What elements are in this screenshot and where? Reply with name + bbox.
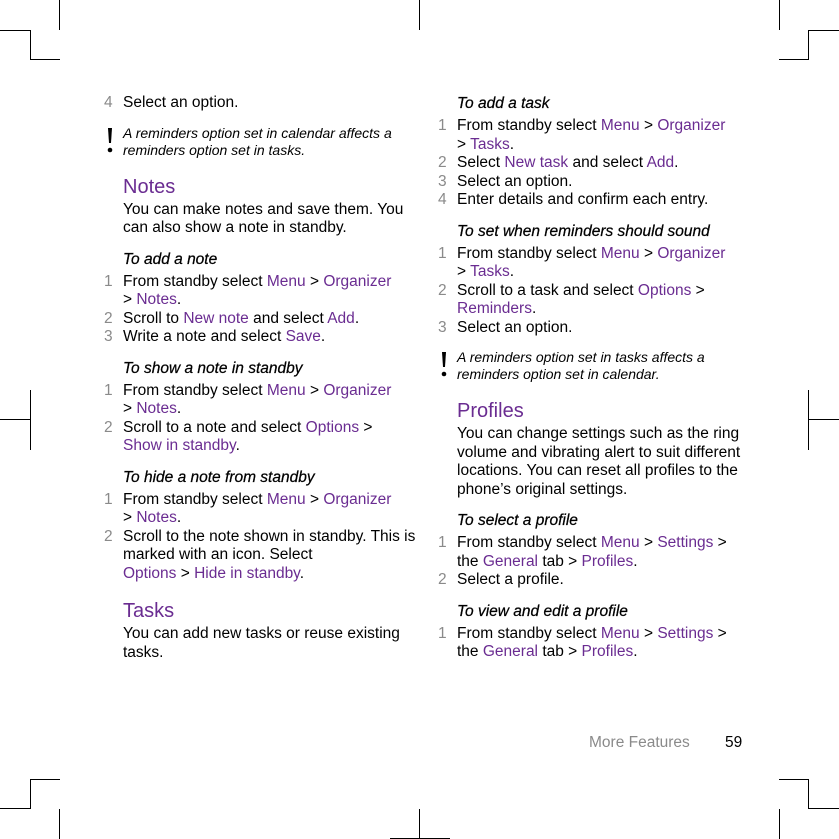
- organizer-link: Organizer: [323, 490, 392, 508]
- notes-link: Notes: [136, 400, 177, 417]
- add-task-step-4: 4 Enter details and confirm each entry.: [438, 191, 709, 208]
- add-task-step-1: 1 From standby select Menu > Organizer > Tasks.: [438, 117, 726, 153]
- exclamation-icon: [106, 127, 114, 155]
- show-note-heading: To show a note in standby: [123, 359, 303, 377]
- show-note-step-1: 1 From standby select Menu > Organizer > Notes.: [104, 381, 392, 417]
- settings-link: Settings: [657, 534, 714, 551]
- profiles-intro: You can change settings such as the ring volume and vibrating alert to suit different locations. You can reset all profiles to the phone’s original settings.: [457, 425, 741, 498]
- organizer-link: Organizer: [323, 381, 392, 399]
- select-profile-step-2: 2 Select a profile.: [438, 571, 564, 588]
- reminder-step-2: 2 Scroll to a task and select Options > Reminders.: [438, 281, 705, 317]
- organizer-link: Organizer: [657, 244, 726, 262]
- show-note-step-2: 2 Scroll to a note and select Options > Show in standby.: [104, 418, 373, 454]
- add-task-step-2: 2 Select New task and select Add.: [438, 154, 679, 171]
- options-link: Options: [637, 281, 692, 299]
- notes-intro: You can make notes and save them. You can also show a note in standby.: [123, 200, 404, 236]
- hide-note-heading: To hide a note from standby: [123, 468, 315, 486]
- hide-in-standby-link: Hide in standby: [194, 564, 300, 582]
- menu-link: Menu: [600, 117, 640, 134]
- add-note-step-2: 2 Scroll to New note and select Add.: [104, 309, 360, 327]
- tasks-link: Tasks: [470, 263, 510, 280]
- menu-link: Menu: [266, 381, 306, 399]
- options-link: Options: [305, 418, 360, 436]
- page-number: 59: [725, 734, 743, 751]
- exclamation-icon: [440, 351, 448, 379]
- reminder-step-1: 1 From standby select Menu > Organizer > Tasks.: [438, 244, 726, 280]
- reminders-link: Reminders: [457, 300, 532, 317]
- notes-link: Notes: [136, 291, 177, 308]
- settings-link: Settings: [657, 624, 714, 642]
- general-link: General: [482, 643, 539, 660]
- menu-link: Menu: [600, 534, 640, 551]
- step-select-option: 4 Select an option.: [104, 94, 239, 111]
- profiles-title: Profiles: [457, 400, 524, 422]
- edit-profile-step-1: 1 From standby select Menu > Settings > the General tab > Profiles.: [438, 624, 727, 660]
- profiles-link: Profiles: [581, 643, 634, 660]
- add-task-step-3: 3 Select an option.: [438, 172, 573, 190]
- select-profile-step-1: 1 From standby select Menu > Settings > the General tab > Profiles.: [438, 534, 727, 570]
- left-column: [104, 94, 416, 662]
- hide-note-step-1: 1 From standby select Menu > Organizer > Notes.: [104, 490, 392, 526]
- add-note-heading: To add a note: [123, 250, 218, 268]
- tasks-intro: You can add new tasks or reuse existing tasks.: [123, 625, 400, 661]
- organizer-link: Organizer: [323, 272, 392, 290]
- organizer-link: Organizer: [657, 117, 726, 134]
- menu-link: Menu: [600, 624, 640, 642]
- profiles-link: Profiles: [581, 552, 634, 570]
- show-in-standby-link: Show in standby: [123, 437, 236, 454]
- notes-link: Notes: [136, 509, 177, 526]
- reminder-heading: To set when reminders should sound: [457, 222, 710, 240]
- general-link: General: [482, 552, 539, 570]
- tasks-link: Tasks: [470, 135, 510, 153]
- select-profile-heading: To select a profile: [457, 512, 578, 529]
- hide-note-step-2: 2 Scroll to the note shown in standby. This is marked with an icon. Select Options > Hide in standby.: [104, 527, 416, 582]
- tasks-title: Tasks: [123, 600, 175, 622]
- options-link: Options: [123, 564, 177, 582]
- menu-link: Menu: [600, 244, 640, 262]
- add-note-step-1: 1 From standby select Menu > Organizer > Notes.: [104, 272, 392, 308]
- footer-section: More Features: [589, 734, 690, 751]
- add-link: Add: [646, 154, 675, 171]
- add-note-step-3: 3 Write a note and select Save.: [104, 328, 326, 345]
- reminders-note: A reminders option set in calendar affects a reminders option set in tasks.: [104, 125, 416, 159]
- reminder-step-3: 3 Select an option.: [438, 318, 573, 336]
- notes-title: Notes: [123, 175, 176, 198]
- tasks-reminders-note: A reminders option set in tasks affects a reminders option set in calendar.: [438, 349, 750, 383]
- right-column: [438, 94, 750, 662]
- add-link: Add: [327, 309, 355, 327]
- edit-profile-heading: To view and edit a profile: [457, 602, 628, 620]
- new-note-link: New note: [183, 309, 249, 327]
- save-link: Save: [285, 328, 321, 345]
- menu-link: Menu: [266, 272, 306, 290]
- add-task-heading: To add a task: [457, 95, 550, 112]
- new-task-link: New task: [504, 154, 569, 171]
- menu-link: Menu: [266, 490, 306, 508]
